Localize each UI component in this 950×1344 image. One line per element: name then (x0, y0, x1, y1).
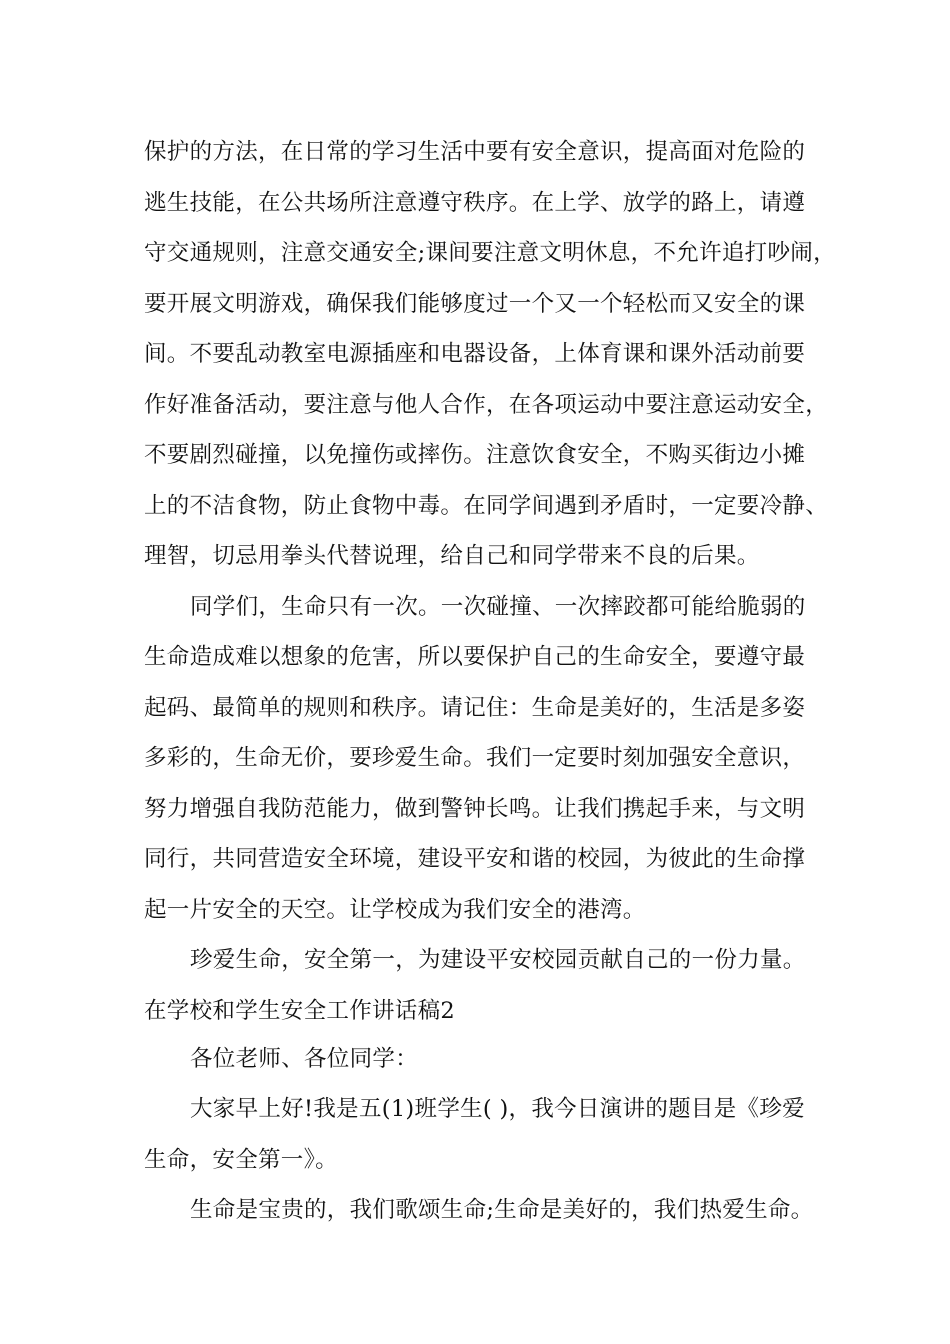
salutation-line: 各位老师、各位同学： (190, 1045, 419, 1072)
text-line: 守交通规则，注意交通安全;课间要注意文明休息，不允许追打吵闹， (144, 240, 836, 266)
text-line: 要开展文明游戏，确保我们能够度过一个又一个轻松而又安全的课 (144, 290, 806, 317)
text-line: 起码、最简单的规则和秩序。请记住：生命是美好的，生活是多姿 (144, 694, 806, 721)
text-line: 同行，共同营造安全环境，建设平安和谐的校园，为彼此的生命撑 (144, 846, 806, 872)
text-line: 逃生技能，在公共场所注意遵守秩序。在上学、放学的路上，请遵 (144, 189, 806, 216)
text-line: 上的不洁食物，防止食物中毒。在同学间遇到矛盾时，一定要冷静、 (144, 492, 829, 519)
text-line: 作好准备活动，要注意与他人合作，在各项运动中要注意运动安全， (144, 391, 829, 418)
text-line: 生命，安全第一》。 (144, 1146, 338, 1173)
text-line: 起一片安全的天空。让学校成为我们安全的港湾。 (144, 896, 646, 923)
text-line: 努力增强自我防范能力，做到警钟长鸣。让我们携起手来，与文明 (144, 795, 806, 822)
document-body (144, 132, 834, 1241)
text-line: 生命造成难以想象的危害，所以要保护自己的生命安全，要遵守最 (144, 644, 806, 670)
paragraph-start-line: 大家早上好!我是五(1)班学生( )，我今日演讲的题目是《珍爱 (190, 1096, 805, 1122)
text-line: 间。不要乱动教室电源插座和电器设备，上体育课和课外活动前要 (144, 341, 806, 367)
paragraph-start-line: 同学们，生命只有一次。一次碰撞、一次摔跤都可能给脆弱的 (190, 593, 806, 620)
text-line: 保护的方法，在日常的学习生活中要有安全意识，提高面对危险的 (144, 139, 806, 165)
paragraph-start-line: 生命是宝贵的，我们歌颂生命;生命是美好的，我们热爱生命。 (190, 1197, 814, 1223)
text-line: 不要剧烈碰撞，以免撞伤或摔伤。注意饮食安全，不购买街边小摊 (144, 442, 806, 468)
text-line: 多彩的，生命无价，要珍爱生命。我们一定要时刻加强安全意识， (144, 745, 806, 771)
text-line: 理智，切忌用拳头代替说理，给自己和同学带来不良的后果。 (144, 543, 760, 569)
section-heading: 在学校和学生安全工作讲话稿2 (144, 997, 456, 1024)
paragraph-start-line: 珍爱生命，安全第一，为建设平安校园贡献自己的一份力量。 (190, 947, 806, 973)
